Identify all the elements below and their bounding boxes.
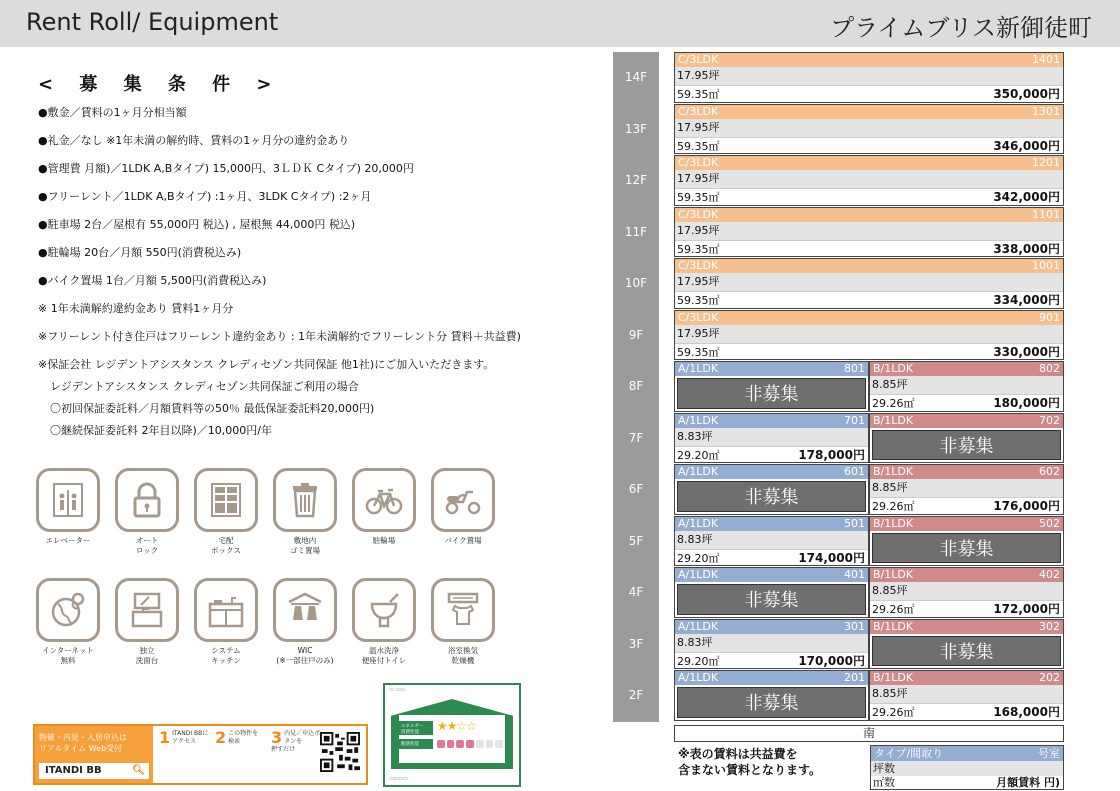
unit-cell[interactable] bbox=[674, 413, 869, 464]
unit-m2: 59.35㎡ bbox=[677, 191, 720, 204]
not-available-badge: 非募集 bbox=[677, 687, 866, 718]
not-available-badge: 非募集 bbox=[677, 584, 866, 615]
unit-m2: 59.35㎡ bbox=[677, 294, 720, 307]
unit-price: 172,000円 bbox=[993, 602, 1060, 616]
unit-m2: 29.26㎡ bbox=[872, 603, 915, 616]
equipment-item bbox=[431, 578, 495, 666]
unit-header bbox=[675, 671, 868, 685]
unit-price: 338,000円 bbox=[993, 241, 1060, 256]
condition-item: ●駐輪場 20台／月額 550円(消費税込み) bbox=[38, 246, 242, 259]
unit-tsubo: 17.95坪 bbox=[675, 170, 1063, 188]
step-number: 2 bbox=[215, 728, 227, 747]
conditions-panel bbox=[38, 70, 598, 446]
unit-m2: 29.20㎡ bbox=[677, 654, 720, 668]
energy-label-header: ▭ ▭▭ bbox=[389, 687, 405, 693]
unit-price: 334,000円 bbox=[993, 293, 1060, 307]
equipment-label: インターネット 無料 bbox=[42, 646, 94, 665]
lock-icon bbox=[115, 468, 179, 532]
scooter-icon bbox=[431, 468, 495, 532]
unit-area bbox=[675, 291, 1063, 308]
equipment-item bbox=[115, 578, 179, 666]
unit-cell[interactable] bbox=[674, 464, 869, 515]
unit-type: A/1LDK bbox=[678, 619, 719, 633]
unit-area bbox=[675, 446, 868, 463]
unit-cell[interactable] bbox=[869, 516, 1064, 567]
unit-header bbox=[870, 414, 1063, 428]
unit-area bbox=[870, 394, 1063, 411]
floor-label: 11F bbox=[624, 224, 648, 239]
unit-m2: 29.20㎡ bbox=[677, 551, 720, 565]
floor-label: 10F bbox=[624, 276, 648, 290]
room-number: 1401 bbox=[1032, 53, 1060, 66]
condition-item: ※保証会社 レジデントアシスタンス クレディセゾン共同保証 他1社)にご加入いただきます。 bbox=[38, 358, 495, 371]
room-number: 201 bbox=[844, 671, 865, 684]
room-number: 502 bbox=[1039, 516, 1060, 530]
unit-type: A/1LDK bbox=[678, 568, 719, 581]
itandi-step bbox=[215, 730, 269, 746]
condition-item: レジデントアシスタンス クレディセゾン共同保証ご利用の場合 bbox=[50, 380, 359, 393]
equipment-label: WIC (※一部住戸のみ) bbox=[276, 646, 334, 665]
unit-area bbox=[675, 188, 1063, 205]
unit-header bbox=[675, 53, 1063, 67]
condition-item: ●フリーレント／1LDK A,Bタイプ) :1ヶ月、3LDK Cタイプ) :2ヶ月 bbox=[38, 190, 372, 203]
unit-tsubo: 8.83坪 bbox=[675, 428, 868, 446]
step-text: ITANDI BBに アクセス bbox=[172, 730, 209, 745]
unit-type: B/1LDK bbox=[873, 413, 914, 427]
qr-code-icon bbox=[320, 732, 360, 772]
floor-label: 6F bbox=[628, 482, 644, 496]
unit-area bbox=[675, 137, 1063, 154]
floor-label: 14F bbox=[624, 70, 648, 84]
step-number: 3 bbox=[271, 728, 283, 747]
equipment-label: 浴室換気 乾燥機 bbox=[448, 646, 478, 665]
itandi-brand: ITANDI BB 🔍︎ bbox=[39, 763, 149, 779]
floor-column bbox=[613, 52, 659, 722]
not-available-badge: 非募集 bbox=[872, 430, 1061, 461]
unit-header bbox=[675, 259, 1063, 273]
unit-area bbox=[675, 549, 868, 566]
itandi-top-text: 物確・内見・入居申込は リアルタイム Web受付 bbox=[35, 726, 153, 783]
unit-header bbox=[675, 414, 868, 428]
unit-tsubo: 8.83坪 bbox=[675, 531, 868, 549]
conditions-heading: < 募 集 条 件 > bbox=[38, 74, 282, 95]
step-text: この物件を 検索 bbox=[228, 730, 259, 745]
unit-area bbox=[675, 240, 1063, 257]
unit-header bbox=[675, 105, 1063, 119]
unit-cell[interactable] bbox=[674, 207, 1064, 258]
unit-price: 180,000円 bbox=[993, 396, 1060, 410]
bicycle-icon bbox=[352, 468, 416, 532]
unit-type: B/1LDK bbox=[873, 619, 914, 633]
unit-m2: 29.26㎡ bbox=[872, 706, 915, 719]
equipment-label: 駐輪場 bbox=[372, 536, 396, 545]
equipment-item bbox=[273, 468, 337, 556]
unit-cell[interactable] bbox=[869, 670, 1064, 721]
legend-m2: ㎡数 bbox=[873, 776, 895, 789]
unit-cell[interactable] bbox=[674, 310, 1064, 361]
unit-cell[interactable] bbox=[869, 567, 1064, 618]
unit-tsubo: 17.95坪 bbox=[675, 222, 1063, 240]
dryer-icon bbox=[431, 578, 495, 642]
room-number: 801 bbox=[844, 362, 865, 375]
itandi-step bbox=[271, 730, 325, 754]
closet-icon bbox=[273, 578, 337, 642]
unit-area bbox=[675, 652, 868, 669]
vanity-icon bbox=[115, 578, 179, 642]
unit-price: 342,000円 bbox=[993, 190, 1060, 204]
room-number: 701 bbox=[844, 413, 865, 427]
unit-header bbox=[675, 311, 1063, 325]
equipment-label: バイク置場 bbox=[444, 536, 482, 545]
energy-label bbox=[383, 683, 521, 787]
unit-header bbox=[870, 362, 1063, 376]
condition-item: ●敷金／賃料の1ヶ月分相当額 bbox=[38, 106, 187, 119]
unit-header bbox=[675, 568, 868, 582]
floor-label: 12F bbox=[624, 173, 648, 187]
condition-item: ●礼金／なし ※1年未満の解約時、賃料の1ヶ月分の違約金あり bbox=[38, 134, 350, 147]
not-available-badge: 非募集 bbox=[872, 636, 1061, 667]
room-number: 1201 bbox=[1032, 156, 1060, 169]
equipment-label: システム キッチン bbox=[211, 646, 241, 665]
room-number: 202 bbox=[1039, 671, 1060, 684]
unit-cell[interactable] bbox=[674, 52, 1064, 103]
unit-header bbox=[675, 208, 1063, 222]
trash-icon bbox=[273, 468, 337, 532]
globe-icon bbox=[36, 578, 100, 642]
unit-header bbox=[675, 517, 868, 531]
equipment-item bbox=[36, 468, 100, 546]
equipment-item bbox=[194, 578, 258, 666]
equipment-label: オート ロック bbox=[135, 536, 159, 555]
unit-type: B/1LDK bbox=[873, 671, 914, 684]
unit-cell[interactable] bbox=[674, 619, 869, 670]
not-available-badge: 非募集 bbox=[872, 533, 1061, 564]
step-number: 1 bbox=[159, 728, 171, 747]
unit-header bbox=[870, 671, 1063, 685]
unit-header bbox=[675, 156, 1063, 170]
room-number: 601 bbox=[844, 465, 865, 478]
room-number: 1101 bbox=[1032, 207, 1060, 221]
unit-type: C/3LDK bbox=[678, 310, 719, 324]
room-number: 401 bbox=[844, 568, 865, 581]
property-name: プライムブリス新御徒町 bbox=[830, 14, 1092, 42]
floor-label: 5F bbox=[628, 533, 644, 548]
itandi-banner[interactable] bbox=[33, 724, 368, 785]
unit-tsubo: 17.95坪 bbox=[675, 325, 1063, 343]
unit-cell[interactable] bbox=[674, 670, 869, 721]
unit-type: A/1LDK bbox=[678, 516, 719, 530]
legend-tsubo: 坪数 bbox=[871, 761, 1063, 776]
unit-type: C/3LDK bbox=[678, 259, 719, 272]
unit-price: 176,000円 bbox=[993, 499, 1060, 513]
unit-cell[interactable] bbox=[869, 619, 1064, 670]
room-number: 1001 bbox=[1032, 259, 1060, 272]
legend-price: 月額賃料 円) bbox=[996, 776, 1060, 789]
unit-cell[interactable] bbox=[869, 361, 1064, 412]
room-number: 301 bbox=[844, 619, 865, 633]
unit-area bbox=[870, 497, 1063, 514]
unit-price: 168,000円 bbox=[993, 705, 1060, 719]
unit-price: 170,000円 bbox=[798, 653, 865, 668]
unit-header bbox=[870, 620, 1063, 634]
unit-cell[interactable] bbox=[674, 258, 1064, 309]
energy-label-body bbox=[399, 715, 505, 763]
unit-type: A/1LDK bbox=[678, 671, 719, 684]
unit-m2: 59.35㎡ bbox=[677, 88, 720, 101]
unit-type: A/1LDK bbox=[678, 362, 719, 375]
floor-label: 7F bbox=[628, 430, 644, 445]
unit-type: A/1LDK bbox=[678, 413, 719, 427]
unit-price: 350,000円 bbox=[993, 87, 1060, 101]
insulation-row-label: 断熱性能 bbox=[399, 739, 433, 749]
unit-tsubo: 17.95坪 bbox=[675, 119, 1063, 137]
itandi-steps bbox=[159, 730, 329, 780]
floor-label: 13F bbox=[624, 121, 648, 136]
condition-item: ●管理費 月額)／1LDK A,Bタイプ) 15,000円、3ＬＤＫ Cタイプ) 20,000円 bbox=[38, 162, 414, 175]
unit-m2: 59.35㎡ bbox=[677, 242, 720, 256]
equipment-item bbox=[352, 578, 416, 666]
unit-header bbox=[675, 362, 868, 376]
unit-header bbox=[870, 465, 1063, 479]
unit-type: B/1LDK bbox=[873, 568, 914, 581]
unit-cell[interactable] bbox=[674, 516, 869, 567]
legend-box bbox=[870, 745, 1064, 790]
unit-tsubo: 8.85坪 bbox=[870, 479, 1063, 497]
insulation-level-bars bbox=[437, 740, 503, 748]
unit-tsubo: 8.83坪 bbox=[675, 634, 868, 652]
room-number: 501 bbox=[844, 516, 865, 530]
unit-type: B/1LDK bbox=[873, 362, 914, 375]
unit-cell[interactable] bbox=[674, 104, 1064, 155]
floor-label: 8F bbox=[628, 379, 644, 393]
floor-label: 3F bbox=[628, 636, 644, 651]
room-number: 1301 bbox=[1032, 104, 1060, 118]
unit-type: B/1LDK bbox=[873, 516, 914, 530]
price-note: ※表の賃料は共益費を 含まない賃料となります。 bbox=[678, 747, 822, 777]
unit-price: 346,000円 bbox=[993, 138, 1060, 153]
unit-tsubo: 17.95坪 bbox=[675, 273, 1063, 291]
search-icon: 🔍︎ bbox=[132, 765, 145, 776]
energy-row-label: エネルギー 消費性能 bbox=[399, 721, 433, 735]
unit-m2: 59.35㎡ bbox=[677, 345, 720, 359]
legend-room: 号室 bbox=[1038, 747, 1060, 760]
unit-type: C/3LDK bbox=[678, 207, 719, 221]
condition-item: ※ 1年未満解約違約金あり 賃料1ヶ月分 bbox=[38, 302, 234, 315]
south-label: 南 bbox=[674, 725, 1064, 742]
toilet-icon bbox=[352, 578, 416, 642]
unit-area bbox=[675, 343, 1063, 360]
unit-tsubo: 8.85坪 bbox=[870, 582, 1063, 600]
unit-price: 330,000円 bbox=[993, 344, 1060, 359]
not-available-badge: 非募集 bbox=[677, 481, 866, 512]
unit-cell[interactable] bbox=[869, 413, 1064, 464]
condition-item: ●駐車場 2台／屋根有 55,000円 税込) , 屋根無 44,000円 税込) bbox=[38, 218, 356, 231]
unit-header bbox=[675, 620, 868, 634]
room-number: 302 bbox=[1039, 619, 1060, 633]
condition-item: 〇継続保証委託料 2年目以降)／10,000円/年 bbox=[50, 424, 272, 437]
equipment-label: 敷地内 ゴミ置場 bbox=[290, 536, 320, 555]
page-title: Rent Roll/ Equipment bbox=[26, 8, 279, 36]
room-number: 802 bbox=[1039, 362, 1060, 375]
unit-tsubo: 8.85坪 bbox=[870, 376, 1063, 394]
unit-tsubo: 17.95坪 bbox=[675, 67, 1063, 85]
unit-cell[interactable] bbox=[674, 567, 869, 618]
room-number: 901 bbox=[1039, 310, 1060, 324]
room-number: 402 bbox=[1039, 568, 1060, 581]
room-number: 702 bbox=[1039, 413, 1060, 427]
kitchen-icon bbox=[194, 578, 258, 642]
equipment-label: 温水洗浄 便座付トイレ bbox=[361, 646, 407, 665]
room-number: 602 bbox=[1039, 465, 1060, 478]
floor-label: 9F bbox=[628, 327, 644, 342]
unit-type: C/3LDK bbox=[678, 104, 719, 118]
equipment-item bbox=[352, 468, 416, 546]
legend-type: タイプ/間取り bbox=[874, 747, 944, 760]
unit-m2: 29.26㎡ bbox=[872, 500, 915, 513]
unit-m2: 29.20㎡ bbox=[677, 448, 720, 462]
condition-item: ●バイク置場 1台／月額 5,500円(消費税込み) bbox=[38, 274, 267, 287]
condition-item: 〇初回保証委託料／月額賃料等の50％ 最低保証委託料20,000円) bbox=[50, 402, 375, 415]
unit-cell[interactable] bbox=[869, 464, 1064, 515]
top-bar bbox=[0, 0, 1120, 47]
star-rating-icon: ★★☆☆ bbox=[437, 719, 477, 733]
unit-header bbox=[870, 568, 1063, 582]
elevator-icon bbox=[36, 468, 100, 532]
unit-tsubo: 8.85坪 bbox=[870, 685, 1063, 703]
unit-area bbox=[675, 85, 1063, 102]
equipment-item bbox=[115, 468, 179, 556]
delivery-box-icon bbox=[194, 468, 258, 532]
unit-m2: 59.35㎡ bbox=[677, 139, 720, 153]
step-text: 内見／申込ボタンを 押すだけ bbox=[271, 730, 321, 753]
equipment-item bbox=[431, 468, 495, 546]
floor-label: 2F bbox=[628, 688, 644, 702]
condition-item: ※フリーレント付き住戸はフリーレント違約金あり : 1年未満解約でフリーレント分 賃料＋共益費) bbox=[38, 330, 521, 343]
unit-type: C/3LDK bbox=[678, 53, 719, 66]
unit-header bbox=[870, 517, 1063, 531]
unit-type: B/1LDK bbox=[873, 465, 914, 478]
unit-price: 174,000円 bbox=[798, 550, 865, 565]
unit-cell[interactable] bbox=[674, 155, 1064, 206]
itandi-step bbox=[159, 730, 213, 746]
unit-price: 178,000円 bbox=[798, 447, 865, 462]
equipment-item bbox=[273, 578, 337, 666]
equipment-label: エレベーター bbox=[45, 536, 91, 545]
equipment-label: 独立 洗面台 bbox=[135, 646, 159, 665]
unit-type: C/3LDK bbox=[678, 156, 719, 169]
floor-label: 4F bbox=[628, 585, 644, 599]
unit-area bbox=[870, 600, 1063, 617]
unit-area bbox=[870, 703, 1063, 720]
not-available-badge: 非募集 bbox=[677, 378, 866, 409]
equipment-item bbox=[36, 578, 100, 666]
unit-cell[interactable] bbox=[674, 361, 869, 412]
equipment-item bbox=[194, 468, 258, 556]
unit-m2: 29.26㎡ bbox=[872, 397, 915, 410]
unit-type: A/1LDK bbox=[678, 465, 719, 478]
energy-label-footer: ▭▭▭▭ bbox=[389, 776, 408, 782]
equipment-label: 宅配 ボックス bbox=[211, 536, 241, 555]
unit-header bbox=[675, 465, 868, 479]
